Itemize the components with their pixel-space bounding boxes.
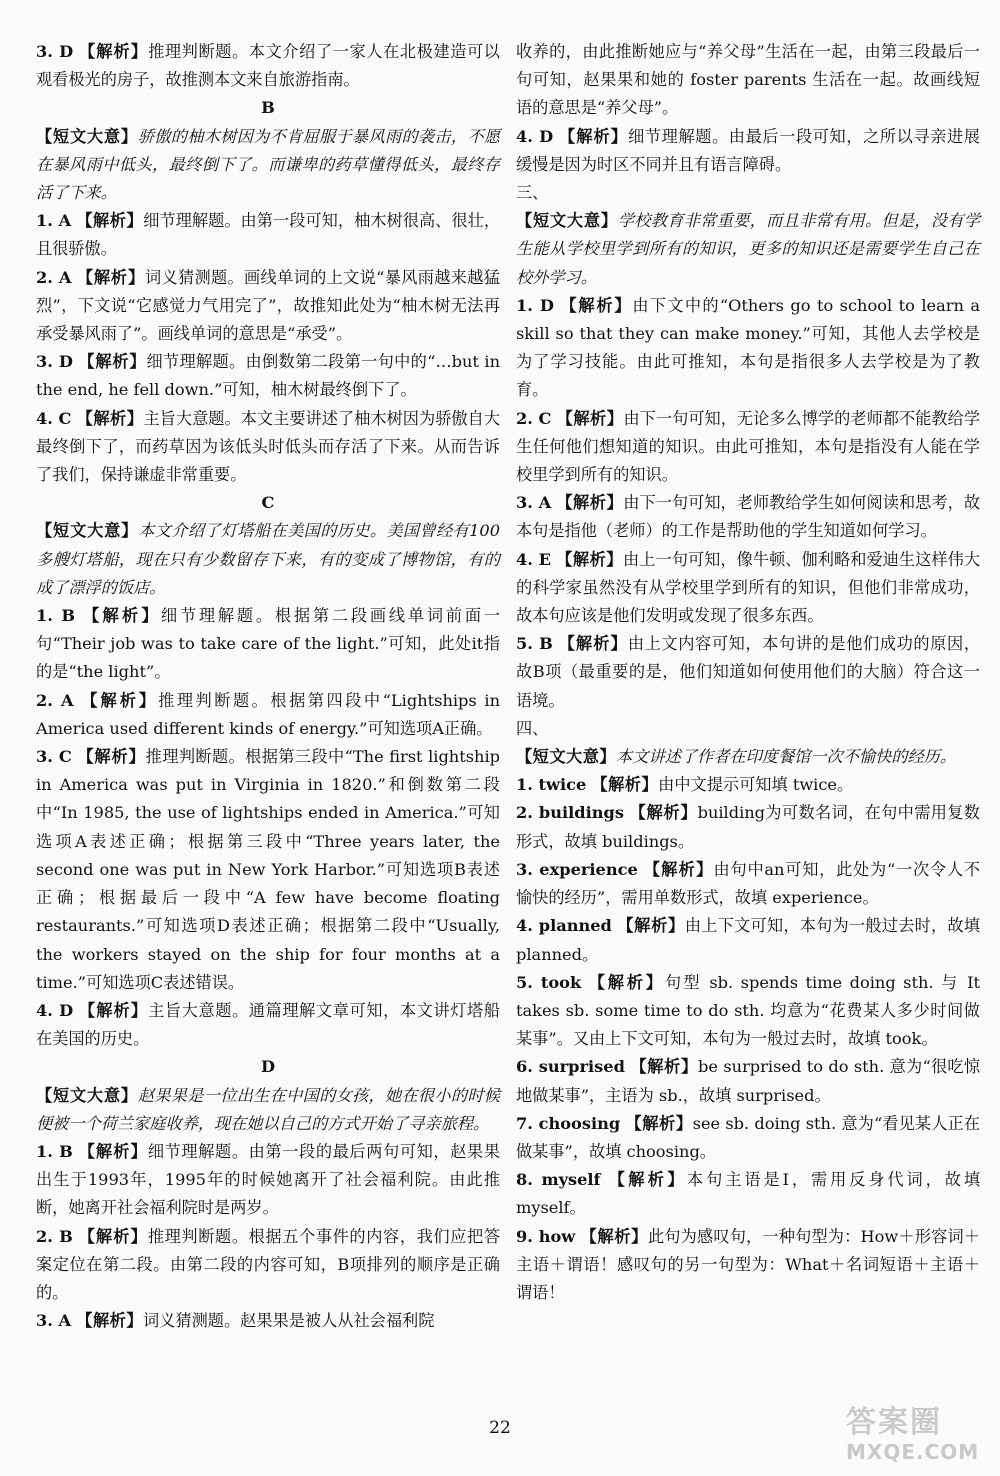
answer-number: 2. A — [36, 267, 72, 287]
analysis-label: 【解析】 — [78, 42, 149, 61]
answer-item — [36, 687, 500, 743]
answer-number: 3. C — [36, 747, 72, 767]
analysis-label: 【解析】 — [77, 747, 146, 767]
analysis-label: 【解析】 — [591, 775, 659, 795]
answer-item — [516, 856, 980, 912]
answer-item — [36, 38, 500, 94]
section-heading: D — [260, 1057, 276, 1077]
passage-summary — [516, 743, 980, 771]
answer-item — [516, 405, 980, 490]
analysis-label: 【解析】 — [556, 549, 624, 569]
answer-number: 1. twice — [516, 775, 587, 795]
passage-summary — [36, 123, 500, 208]
answer-number: 7. choosing — [516, 1113, 621, 1133]
analysis-text: see sb. doing sth. 意为“看见某人正在做某事”，故填 choosing。 — [516, 1113, 980, 1161]
answer-item — [516, 969, 980, 1054]
answer-item — [36, 1307, 500, 1335]
analysis-text: 由下一句可知，老师教给学生如何阅读和思考，故本句是指他（老师）的工作是帮助他的学生知道如何学习。 — [516, 493, 981, 541]
answer-item — [36, 1138, 500, 1223]
answer-item — [516, 630, 980, 715]
summary-text: 赵果果是一位出生在中国的女孩，她在很小的时候便被一个荷兰家庭收养，现在她以自己的方式开始了寻亲旅程。 — [36, 1085, 501, 1133]
analysis-label: 【解析】 — [629, 803, 698, 823]
analysis-label: 【解析】 — [82, 606, 161, 626]
answer-number: 1. A — [36, 211, 72, 231]
summary-text: 学校教育非常重要，而且非常有用。但是，没有学生能从学校里学到所有的知识，更多的知识还是需要学生自己在校外学习。 — [516, 211, 981, 287]
paragraph: 三、 — [516, 183, 549, 203]
analysis-label: 【解析】 — [76, 267, 145, 287]
answer-number: 5. B — [516, 634, 553, 654]
watermark — [846, 1406, 986, 1470]
analysis-label: 【解析】 — [78, 1141, 148, 1161]
analysis-text: 细节理解题。由第一段的最后两句可知，赵果果出生于1993年，1995年的时候她离开了社会福利院。由此推断，她离开社会福利院时是两岁。 — [36, 1141, 501, 1218]
answer-item — [516, 1223, 980, 1308]
answer-item — [36, 1223, 500, 1308]
summary-text: 本文讲述了作者在印度餐馆一次不愉快的经历。 — [616, 747, 957, 767]
summary-label: 【短文大意】 — [516, 211, 618, 231]
answer-number: 1. B — [36, 1141, 73, 1161]
section-heading: B — [261, 98, 275, 118]
answer-number: 4. C — [36, 408, 72, 428]
analysis-label: 【解析】 — [558, 126, 629, 146]
analysis-label: 【解析】 — [558, 634, 628, 654]
analysis-text: 由下文中的“Others go to school to learn a skill so that they can make money.”可知，其他人去学校是为了学习技能。由此可推知，本句是指很多人去学校是为了教育。 — [516, 295, 980, 400]
analysis-label: 【解析】 — [608, 1170, 688, 1190]
answer-number: 3. D — [36, 352, 73, 372]
analysis-text: 由句中an可知，此处为“一次令人不愉快的经历”，需用单数形式，故填 experience。 — [516, 859, 981, 908]
analysis-text: 此句为感叹句，一种句型为：How＋形容词＋主语＋谓语！感叹句的另一句型为：What＋名词短语＋主语＋谓语！ — [516, 1226, 980, 1302]
analysis-text: 主旨大意题。通篇理解文章可知，本文讲灯塔船在美国的历史。 — [36, 1000, 500, 1049]
passage-summary — [516, 207, 980, 292]
passage-summary — [36, 517, 500, 602]
analysis-text: 推理判断题。根据第四段中“Lightships in America used different kinds of energy.”可知选项A正确。 — [36, 690, 500, 738]
answer-number: 9. how — [516, 1226, 576, 1246]
analysis-text: 推理判断题。根据五个事件的内容，我们应把答案定位在第二段。由第二段的内容可知，B项排列的顺序是正确的。 — [36, 1226, 501, 1302]
answer-item — [516, 1166, 980, 1222]
answer-number: 3. D — [36, 42, 74, 61]
answer-number: 3. A — [516, 493, 552, 513]
analysis-label: 【解析】 — [76, 408, 144, 428]
answer-number: 6. surprised — [516, 1057, 625, 1077]
answer-number: 2. buildings — [516, 803, 624, 823]
answer-number: 4. D — [516, 126, 554, 146]
analysis-label: 【解析】 — [617, 916, 685, 936]
watermark-top: 答案圈 — [846, 1405, 942, 1440]
page-number: 22 — [489, 1418, 511, 1438]
analysis-label: 【解析】 — [588, 972, 665, 992]
analysis-label: 【解析】 — [78, 1000, 149, 1020]
answer-item — [36, 405, 500, 490]
answer-number: 1. B — [36, 606, 76, 626]
answer-item — [516, 1110, 980, 1166]
answer-number: 5. took — [516, 972, 582, 992]
answer-item — [516, 771, 980, 799]
answer-item — [516, 912, 980, 968]
answer-item — [36, 743, 500, 997]
analysis-text: 由上文内容可知，本句讲的是他们成功的原因，故B项（最重要的是，他们知道如何使用他们的大脑）符合这一语境。 — [516, 634, 981, 710]
analysis-text: 由上一句可知，像牛顿、伽利略和爱迪生这样伟大的科学家虽然没有从学校里学到所有的知识，但他们非常成功，故本句应该是他们发明或发现了很多东西。 — [516, 549, 981, 626]
summary-text: 骄傲的柚木树因为不肯屈服于暴风雨的袭击，不愿在暴风雨中低头，最终倒下了。而谦卑的药草懂得低头，最终存活了下来。 — [36, 126, 501, 203]
section-heading: C — [261, 493, 275, 513]
analysis-text: 细节理解题。根据第二段画线单词前面一句“Their job was to take care of the light.”可知，此处it指的是“the light”。 — [36, 606, 501, 682]
answer-item — [36, 997, 500, 1053]
analysis-label: 【解析】 — [556, 493, 624, 513]
answer-number: 4. D — [36, 1000, 74, 1020]
summary-label: 【短文大意】 — [516, 747, 617, 767]
analysis-text: building为可数名词，在句中需用复数形式，故填 buildings。 — [516, 803, 980, 851]
answer-item — [36, 348, 500, 404]
answer-number: 2. A — [36, 690, 74, 710]
answer-number: 1. D — [516, 295, 554, 315]
analysis-text: be surprised to do sth. 意为“很吃惊地做某事”，主语为 sb.，故填 surprised。 — [516, 1057, 981, 1105]
analysis-text: 由上下文可知，本句为一般过去时，故填 planned。 — [516, 916, 981, 964]
analysis-text: 推理判断题。根据第三段中“The first lightship in America was put in Virginia in 1820.”和倒数第二段中“In 1985, the use of lightships ended in America.”可知选项A表述正确；根据第三段中“Three years later, the second one was put in New York Harbor.”可知选项B表述正确；根据最后一段中“A few have become floating restaurants.”可知选项D表述正确；根据第二段中“Usually, the workers stayed on the ship for four months at a time.”可知选项C表述错误。 — [36, 747, 501, 992]
answer-item — [36, 207, 500, 263]
analysis-label: 【解析】 — [78, 352, 147, 372]
analysis-label: 【解析】 — [560, 295, 633, 315]
summary-label: 【短文大意】 — [36, 1085, 138, 1105]
analysis-text: 本句主语是I，需用反身代词，故填 myself。 — [516, 1170, 981, 1218]
paragraph: 四、 — [516, 718, 549, 738]
analysis-label: 【解析】 — [625, 1113, 693, 1133]
summary-label: 【短文大意】 — [36, 521, 139, 541]
analysis-text: 由下一句可知，无论多么博学的老师都不能教给学生任何他们想知道的知识。由此可推知，本句是指没有人能在学校里学到所有的知识。 — [516, 408, 981, 485]
answer-item — [516, 799, 980, 855]
right-column — [516, 38, 980, 1307]
analysis-label: 【解析】 — [81, 690, 159, 710]
answer-number: 4. E — [516, 549, 551, 569]
analysis-text: 推理判断题。本文介绍了一家人在北极建造可以观看极光的房子，故推测本文来自旅游指南。 — [36, 42, 500, 90]
analysis-label: 【解析】 — [76, 211, 144, 231]
analysis-text: 细节理解题。由最后一段可知，之所以寻亲进展缓慢是因为时区不同并且有语言障碍。 — [516, 126, 980, 174]
summary-label: 【短文大意】 — [36, 126, 138, 146]
answer-item — [516, 1053, 980, 1109]
analysis-label: 【解析】 — [580, 1226, 648, 1246]
answer-item — [36, 602, 500, 687]
analysis-label: 【解析】 — [630, 1057, 699, 1077]
analysis-text: 词义猜测题。赵果果是被人从社会福利院 — [143, 1311, 435, 1331]
answer-item — [516, 123, 980, 179]
answer-number: 2. C — [516, 408, 552, 428]
analysis-label: 【解析】 — [78, 1226, 148, 1246]
answer-item — [516, 292, 980, 405]
answer-number: 4. planned — [516, 916, 612, 936]
answer-item — [36, 264, 500, 349]
analysis-label: 【解析】 — [643, 859, 714, 879]
answer-item — [516, 546, 980, 631]
analysis-text: 词义猜测题。画线单词的上文说“暴风雨越来越猛烈”，下文说“它感觉力气用完了”，故推知此处为“柚木树无法再承受暴风雨了”。画线单词的意思是“承受”。 — [36, 267, 500, 344]
watermark-bottom: MXQE.COM — [846, 1440, 980, 1464]
answer-number: 3. A — [36, 1311, 72, 1331]
analysis-text: 由中文提示可知填 twice。 — [658, 775, 854, 795]
answer-number: 2. B — [36, 1226, 73, 1246]
passage-summary — [36, 1082, 500, 1138]
analysis-text: 主旨大意题。本文主要讲述了柚木树因为骄傲自大最终倒下了，而药草因为该低头时低头而存活了下来。从而告诉了我们，保持谦虚非常重要。 — [36, 408, 501, 485]
analysis-label: 【解析】 — [76, 1311, 144, 1331]
analysis-text: 细节理解题。由第一段可知，柚木树很高、很壮，且很骄傲。 — [36, 211, 501, 259]
analysis-text: 句型 sb. spends time doing sth. 与 It takes sb. some time to do sth. 均意为“花费某人多少时间做某事”。又由上下文可知，本句为一般过去时，故填 took。 — [516, 972, 980, 1049]
left-column — [36, 38, 500, 1335]
analysis-label: 【解析】 — [556, 408, 624, 428]
answer-number: 3. experience — [516, 859, 638, 879]
answer-item — [516, 489, 980, 545]
summary-text: 本文介绍了灯塔船在美国的历史。美国曾经有100多艘灯塔船，现在只有少数留存下来，有的变成了博物馆，有的成了漂浮的饭店。 — [36, 521, 501, 597]
analysis-text: 细节理解题。由倒数第二段第一句中的“…but in the end, he fell down.”可知，柚木树最终倒下了。 — [36, 352, 501, 400]
answer-number: 8. myself — [516, 1170, 601, 1190]
paragraph: 收养的，由此推断她应与“养父母”生活在一起，由第三段最后一句可知，赵果果和她的 foster parents 生活在一起。故画线短语的意思是“养父母”。 — [516, 42, 980, 118]
